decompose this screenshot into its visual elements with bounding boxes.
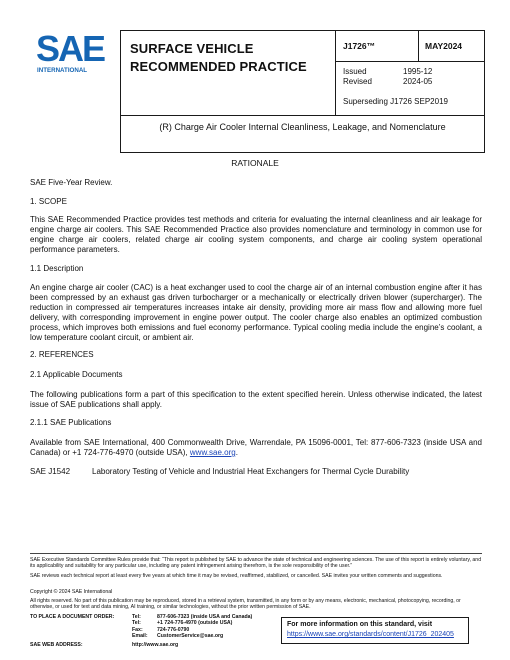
- doc-date: MAY2024: [425, 41, 463, 51]
- web-address[interactable]: http://www.sae.org: [132, 642, 179, 648]
- divider: [335, 61, 484, 62]
- section-1-1-heading: 1.1 Description: [30, 264, 84, 273]
- doc-subtitle: (R) Charge Air Cooler Internal Cleanliness, Leakage, and Nomenclature: [159, 122, 446, 132]
- section-2-1-1-text: Available from SAE International, 400 Commonwealth Drive, Warrendale, PA 15096-0001, Tel: 877-606-7323 (inside USA and Canada) or +1 724-776-4970 (outside USA), www.sae.org.: [30, 438, 482, 457]
- section-2-1-text: The following publications form a part of this specification to the extent specified herein. Unless otherwise indicated, the latest issue of SAE publications shall apply.: [30, 390, 482, 409]
- tel2-label: Tel:: [132, 620, 141, 626]
- footer-review-note: SAE reviews each technical report at least every five years at which time it may be revised, reaffirmed, stabilized, or cancelled. SAE invites your written comments and suggestions.: [30, 573, 443, 579]
- email-label: Email:: [132, 633, 148, 639]
- header-box: [120, 30, 485, 116]
- standard-link[interactable]: https://www.sae.org/standards/content/J1726_202405: [287, 631, 454, 638]
- doc-number: J1726™: [343, 41, 376, 51]
- web-address-label: SAE WEB ADDRESS:: [30, 642, 83, 648]
- section-2-heading: 2. REFERENCES: [30, 350, 94, 359]
- doc-title: SURFACE VEHICLE RECOMMENDED PRACTICE: [130, 41, 307, 74]
- reference-title: Laboratory Testing of Vehicle and Industrial Heat Exchangers for Thermal Cycle Durability: [92, 467, 410, 476]
- section-2-1-1-heading: 2.1.1 SAE Publications: [30, 418, 112, 427]
- fax-number: 724-776-0790: [157, 627, 190, 633]
- section-1-text: This SAE Recommended Practice provides test methods and criteria for evaluating the internal cleanliness and air leakage for engine charge air coolers. This SAE Recommended Practice also provides nomenclature and terminology in common use for engine charge air coolers, related charge air cooling system components, and charge air cooling system operational performance parameters.: [30, 215, 482, 254]
- tel-inside: 877-606-7323 (inside USA and Canada): [157, 614, 253, 620]
- subtitle-box: [120, 115, 485, 153]
- footer-divider: [30, 553, 482, 554]
- issued-value: 1995-12: [403, 67, 433, 76]
- logo-text: SAE: [36, 30, 105, 69]
- sae-logo: [34, 30, 106, 76]
- tel-outside: +1 724-776-4970 (outside USA): [157, 620, 233, 626]
- divider: [335, 31, 336, 115]
- revised-value: 2024-05: [403, 77, 433, 86]
- rationale-text: SAE Five-Year Review.: [30, 178, 113, 187]
- footer-rights: All rights reserved. No part of this publication may be reproduced, stored in a retrieval system, transmitted, in any form or by any means, electronic, mechanical, photocopying, recording, or otherwise, or used for text and data mining, AI training, or similar technologies, without the prior written permission of SAE.: [30, 598, 461, 611]
- reference-code: SAE J1542: [30, 467, 71, 476]
- section-1-1-text: An engine charge air cooler (CAC) is a heat exchanger used to cool the charge air of an internal combustion engine after it has been compressed by an exhaust gas driven turbocharger or a mechanically or electrically driven blower (supercharger). The reduction in compressed air temperatures increases intake air density, providing more air mass flow and allowing more fuel delivery, with corresponding improvement in engine power output. The cooler charge also enables an optimized combustion process, which improves both emissions and fuel economy performance. Typical cooling media include the engine’s coolant, a low temperature coolant circuit, or ambient air.: [30, 283, 482, 342]
- footer-disclaimer: SAE Executive Standards Committee Rules provide that: “This report is published by SAE to advance the state of technical and engineering sciences. The use of this report is entirely voluntary, and its applicability and suitability for any particular use, including any patent infringement arising therefrom, is the sole responsibility of the user.”: [30, 557, 482, 570]
- issued-label: Issued: [343, 67, 367, 76]
- logo-subtext: INTERNATIONAL: [37, 67, 88, 74]
- more-info-title: For more information on this standard, visit: [287, 621, 433, 628]
- more-info-box: [281, 617, 469, 644]
- order-label: TO PLACE A DOCUMENT ORDER:: [30, 614, 115, 620]
- email-address[interactable]: CustomerService@sae.org: [157, 633, 224, 639]
- section-1-heading: 1. SCOPE: [30, 197, 67, 206]
- rationale-heading: RATIONALE: [231, 158, 279, 168]
- section-2-1-heading: 2.1 Applicable Documents: [30, 370, 123, 379]
- sae-website-link[interactable]: www.sae.org: [189, 448, 236, 457]
- footer-copyright: Copyright © 2024 SAE International: [30, 589, 113, 595]
- superseding: Superseding J1726 SEP2019: [343, 97, 448, 106]
- fax-label: Fax:: [132, 627, 143, 633]
- tel-label: Tel:: [132, 614, 141, 620]
- divider: [418, 31, 419, 61]
- revised-label: Revised: [343, 77, 372, 86]
